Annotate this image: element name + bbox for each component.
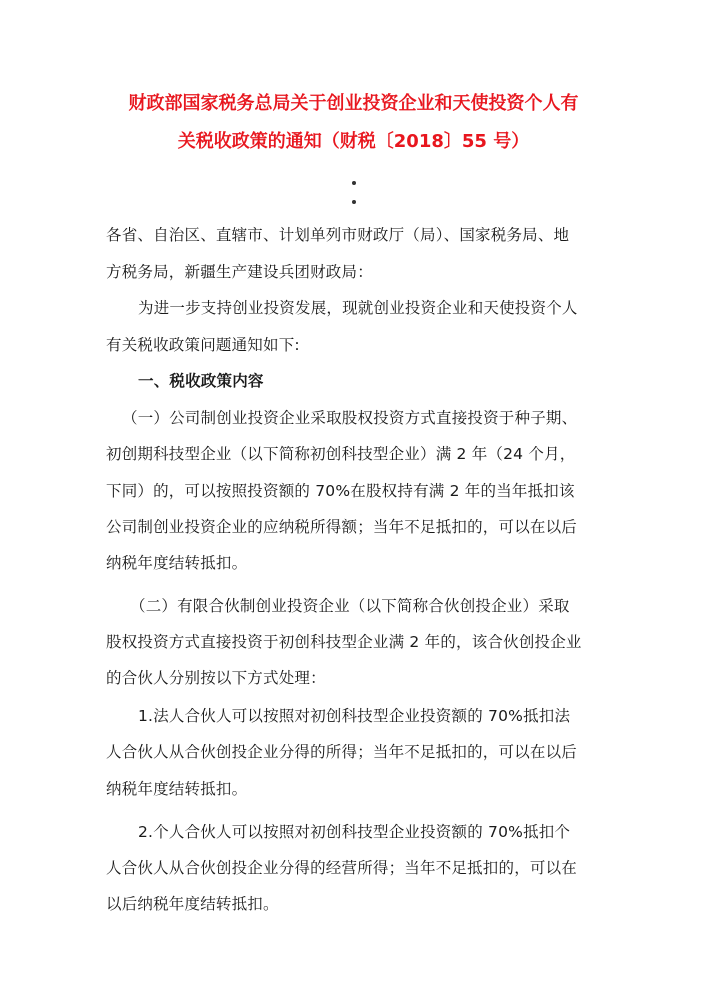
document-title-line-2: 关税收政策的通知（财税〔2018〕55 号） <box>177 131 530 152</box>
paragraph-line: 股权投资方式直接投资于初创科技型企业满 2 年的，该合伙创投企业 <box>106 633 582 651</box>
paragraph-line: 公司制创业投资企业的应纳税所得额；当年不足抵扣的，可以在以后 <box>106 518 578 536</box>
paragraph-line: 的合伙人分别按以下方式处理： <box>106 669 326 687</box>
paragraph-line: （一）公司制创业投资企业采取股权投资方式直接投资于种子期、 <box>122 409 578 427</box>
document-title-line-1: 财政部国家税务总局关于创业投资企业和天使投资个人有 <box>128 93 579 114</box>
intro-paragraph-line: 为进一步支持创业投资发展，现就创业投资企业和天使投资个人 <box>138 299 578 317</box>
intro-paragraph-line: 有关税收政策问题通知如下: <box>106 336 300 354</box>
paragraph-line: 下同）的，可以按照投资额的 70%在股权持有满 2 年的当年抵扣该 <box>106 482 575 500</box>
paragraph-line: 纳税年度结转抵扣。 <box>106 780 248 798</box>
dot-icon <box>352 181 356 185</box>
paragraph-line: 2.个人合伙人可以按照对初创科技型企业投资额的 70%抵扣个 <box>138 823 571 841</box>
paragraph-line: 1.法人合伙人可以按照对初创科技型企业投资额的 70%抵扣法 <box>138 707 571 725</box>
paragraph-line: 初创期科技型企业（以下简称初创科技型企业）满 2 年（24 个月， <box>106 445 576 463</box>
paragraph-line: 纳税年度结转抵扣。 <box>106 554 248 572</box>
salutation-line: 各省、自治区、直辖市、计划单列市财政厅（局）、国家税务局、地 <box>106 226 570 244</box>
salutation-line: 方税务局，新疆生产建设兵团财政局： <box>106 263 373 281</box>
paragraph-line: 以后纳税年度结转抵扣。 <box>106 895 279 913</box>
dot-icon <box>352 200 356 204</box>
section-heading: 一、税收政策内容 <box>138 372 264 390</box>
paragraph-line: 人合伙人从合伙创投企业分得的所得；当年不足抵扣的，可以在以后 <box>106 743 578 761</box>
separator-dots <box>352 180 356 206</box>
paragraph-line: 人合伙人从合伙创投企业分得的经营所得；当年不足抵扣的，可以在 <box>106 859 578 877</box>
paragraph-line: （二）有限合伙制创业投资企业（以下简称合伙创投企业）采取 <box>130 597 570 615</box>
